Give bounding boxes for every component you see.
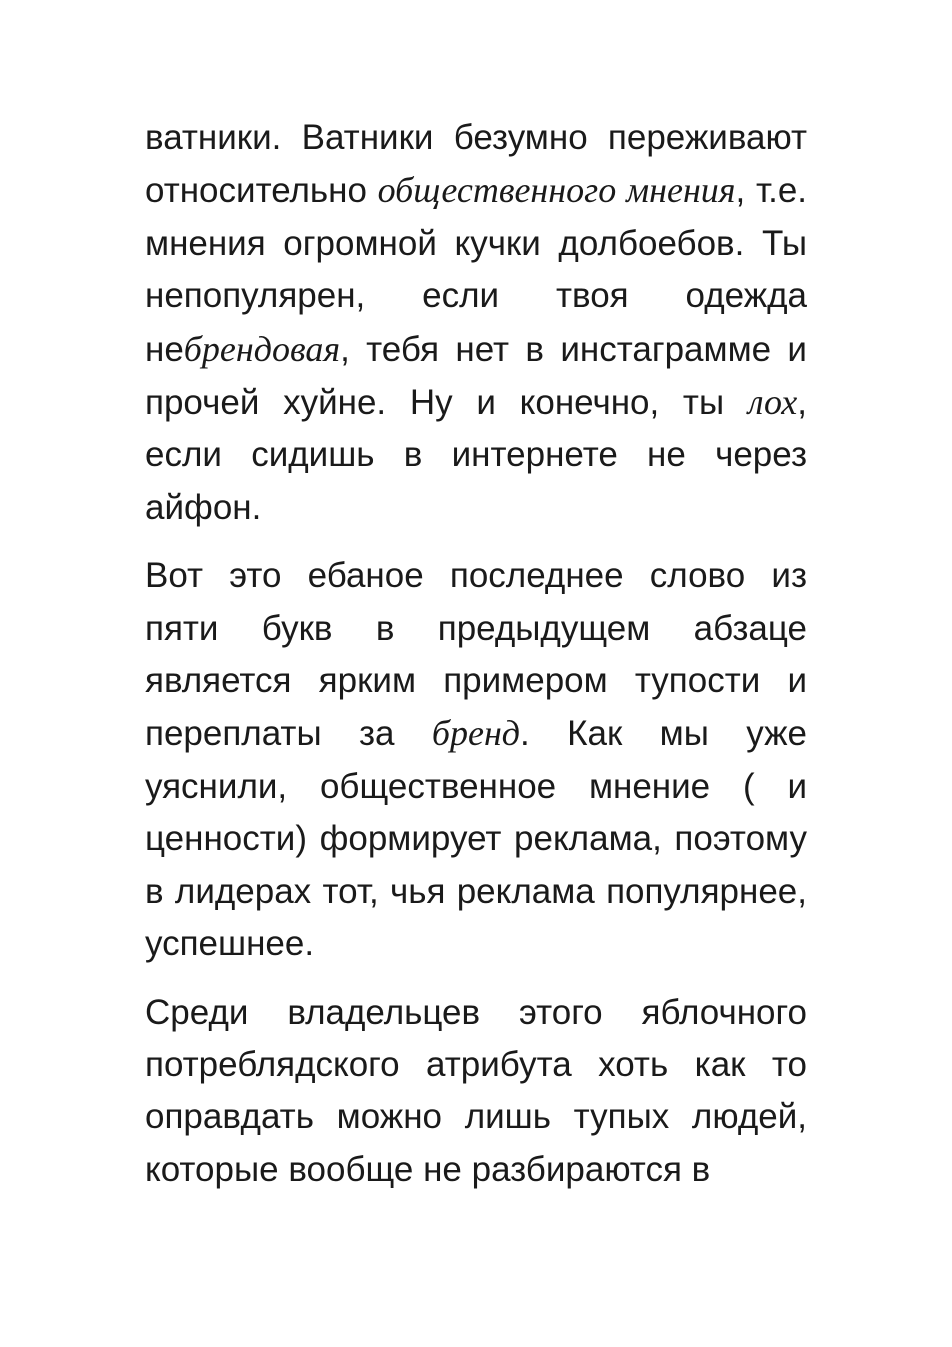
document-page: [145, 112, 807, 1212]
paragraph-3: [145, 987, 807, 1197]
italic-text-segment: брендовая: [183, 328, 341, 369]
text-segment: Среди владельцев этого яблочного потреблядского атрибута хоть как то оправдать можно лишь тупых людей, которые вообще не разбираются в: [145, 992, 807, 1189]
text-segment: , тебя нет в инстаграмме и прочей хуйне. Ну и конечно, ты: [145, 329, 807, 423]
paragraph-2: [145, 550, 807, 970]
italic-text-segment: бренд: [431, 713, 521, 754]
text-segment: , т.е. мнения огромной кучки долбоебов. Ты непопулярен, если твоя одежда не: [145, 171, 808, 369]
text-segment: , если сидишь в интернете не через айфон.: [145, 383, 807, 527]
text-segment: ватники. Ватники безумно переживают относительно: [145, 118, 807, 211]
italic-text-segment: лох: [747, 382, 798, 423]
text-segment: Вот это ебаное последнее слово из пяти букв в предыдущем абзаце является ярким примером тупости и переплаты за: [145, 556, 807, 754]
italic-text-segment: общественного мнения: [377, 170, 736, 211]
text-segment: . Как мы уже уяснили, общественное мнение ( и ценности) формирует реклама, поэтому в лидерах тот, чья реклама популярнее, успешнее.: [145, 714, 807, 964]
paragraph-1: [145, 112, 807, 534]
